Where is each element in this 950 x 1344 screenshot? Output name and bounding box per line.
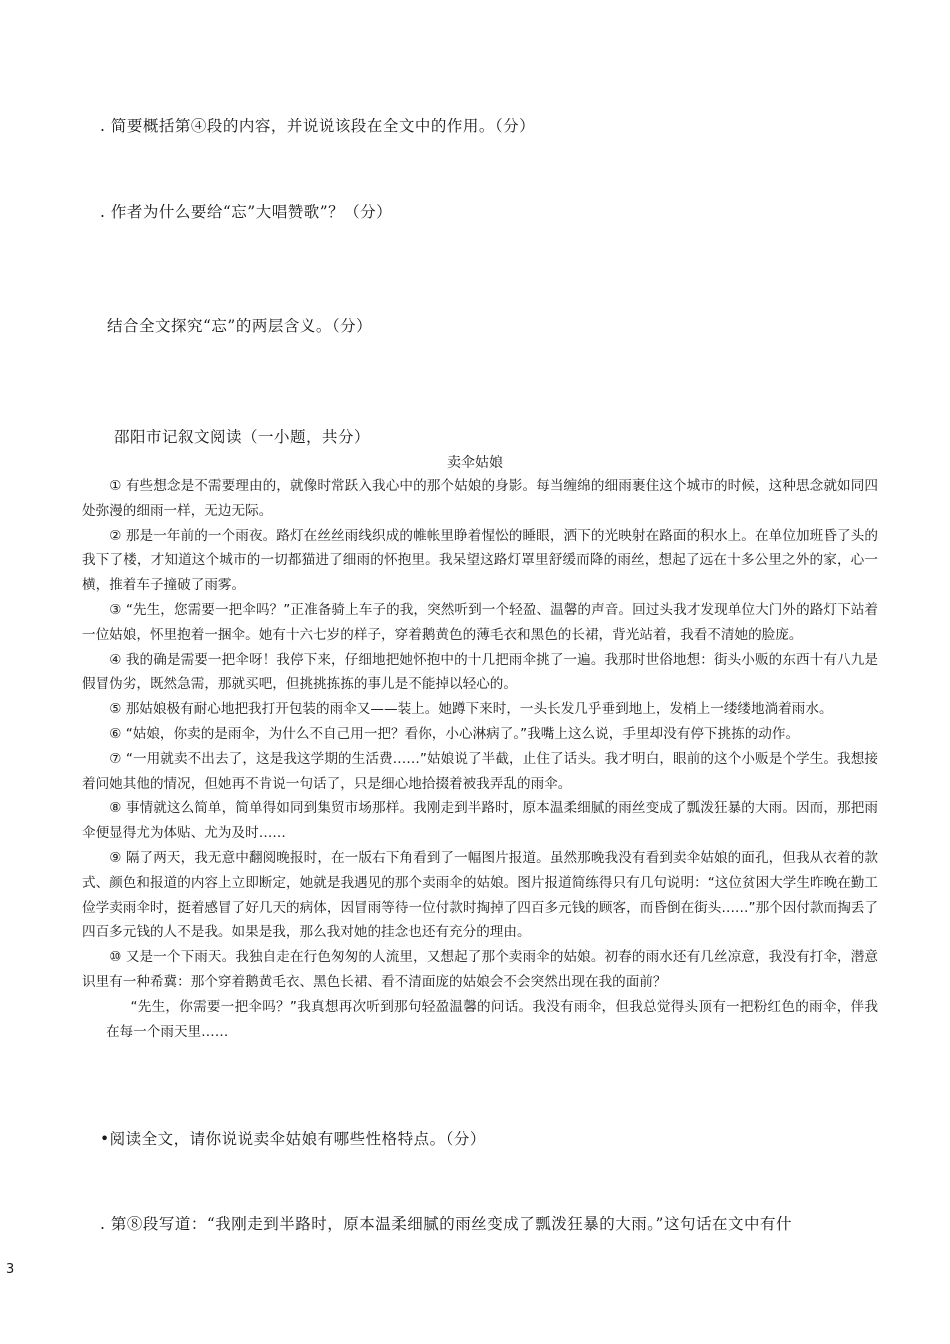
paragraph-5: ⑤ 那姑娘极有耐心地把我打开包装的雨伞又——装上。她蹲下来时，一头长发几乎垂到地上，发梢上一缕缕地淌着雨水。 bbox=[109, 701, 833, 718]
paragraph-7: ⑦ “一用就卖不出去了，这是我这学期的生活费……”姑娘说了半截，止住了话头。我才明白，眼前的这个小贩是个学生。我想接着问她其他的情况，但她再不肯说一句话了，只是细心地拾掇着被我弄乱的雨伞。 bbox=[82, 750, 878, 792]
paragraph-6: ⑥ “姑娘，你卖的是雨伞，为什么不自己用一把？看你，小心淋病了。”我嘴上这么说，手里却没有停下挑拣的动作。 bbox=[109, 725, 800, 742]
article-title: 卖伞姑娘 bbox=[447, 455, 503, 471]
question-paragraph-4-summary: . 简要概括第④段的内容，并说说该段在全文中的作用。（分） bbox=[100, 117, 536, 135]
paragraph-4: ④ 我的确是需要一把伞呀！我停下来，仔细地把她怀抱中的十几把雨伞挑了一遍。我那时世俗地想：街头小贩的东西十有八九是假冒伪劣，既然急需，那就买吧，但挑挑拣拣的事儿是不能掉以轻心的。 bbox=[82, 651, 878, 693]
paragraph-8: ⑧ 事情就这么简单，简单得如同到集贸市场那样。我刚走到半路时，原本温柔细腻的雨丝变成了瓢泼狂暴的大雨。因而，那把雨伞便显得尤为体贴、尤为及时…… bbox=[82, 800, 878, 842]
section-heading: 邵阳市记叙文阅读（一小题，共分） bbox=[114, 428, 371, 446]
page-number: 3 bbox=[6, 1262, 15, 1277]
paragraph-2: ② 那是一年前的一个雨夜。路灯在丝丝雨线织成的帷帐里睁着惺忪的睡眼，洒下的光映射在路面的积水上。在单位加班昏了头的我下了楼，才知道这个城市的一切都猫进了细雨的怀抱里。我呆望这路灯罩里舒缓而降的雨丝，想起了远在十多公里之外的家，心一横，推着车子撞破了雨雾。 bbox=[82, 527, 878, 594]
question-character-traits: •阅读全文，请你说说卖伞姑娘有哪些性格特点。（分） bbox=[100, 1130, 486, 1148]
question-two-meanings-forget: 结合全文探究“忘”的两层含义。（分） bbox=[107, 317, 373, 335]
article-body bbox=[82, 474, 878, 1044]
paragraph-9: ⑨ 隔了两天，我无意中翻阅晚报时，在一版右下角看到了一幅图片报道。虽然那晚我没有看到卖伞姑娘的面孔，但我从衣着的款式、颜色和报道的内容上立即断定，她就是我遇见的那个卖雨伞的姑娘。图片报道简练得只有几句说明：“这位贫困大学生昨晚在勤工俭学卖雨伞时，挺着感冒了好几天的病体，因冒雨等待一位付款时掏掉了四百多元钱的顾客，而昏倒在街头……”那个因付款而掏丢了四百多元钱的人不是我。如果是我，那么我对她的挂念也还有充分的理由。 bbox=[82, 849, 878, 941]
question-paragraph-8-sentence: . 第⑧段写道：“我刚走到半路时，原本温柔细腻的雨丝变成了瓢泼狂暴的大雨。”这句话在文中有什 bbox=[100, 1215, 792, 1233]
paragraph-1: ① 有些想念是不需要理由的，就像时常跃入我心中的那个姑娘的身影。每当缠绵的细雨裹住这个城市的时候，这种思念就如同四处弥漫的细雨一样，无边无际。 bbox=[82, 478, 878, 519]
paragraph-3: ③ “先生，您需要一把伞吗？”正准备骑上车子的我，突然听到一个轻盈、温馨的声音。回过头我才发现单位大门外的路灯下站着一位姑娘，怀里抱着一捆伞。她有十六七岁的样子，穿着鹅黄色的薄毛衣和黑色的长裙，背光站着，我看不清她的脸庞。 bbox=[82, 601, 878, 643]
paragraph-closing: “先生，你需要一把伞吗？”我真想再次听到那句轻盈温馨的问话。我没有雨伞，但我总觉得头顶有一把粉红色的雨伞，伴我在每一个雨天里…… bbox=[106, 998, 878, 1040]
paragraph-10: ⑩ 又是一个下雨天。我独自走在行色匆匆的人流里，又想起了那个卖雨伞的姑娘。初春的雨水还有几丝凉意，我没有打伞，潜意识里有一种希冀：那个穿着鹅黄毛衣、黑色长裙、看不清面庞的姑娘会不会突然出现在我的面前？ bbox=[82, 949, 878, 990]
question-why-praise-forget: . 作者为什么要给“忘”大唱赞歌”？（分） bbox=[100, 203, 393, 221]
